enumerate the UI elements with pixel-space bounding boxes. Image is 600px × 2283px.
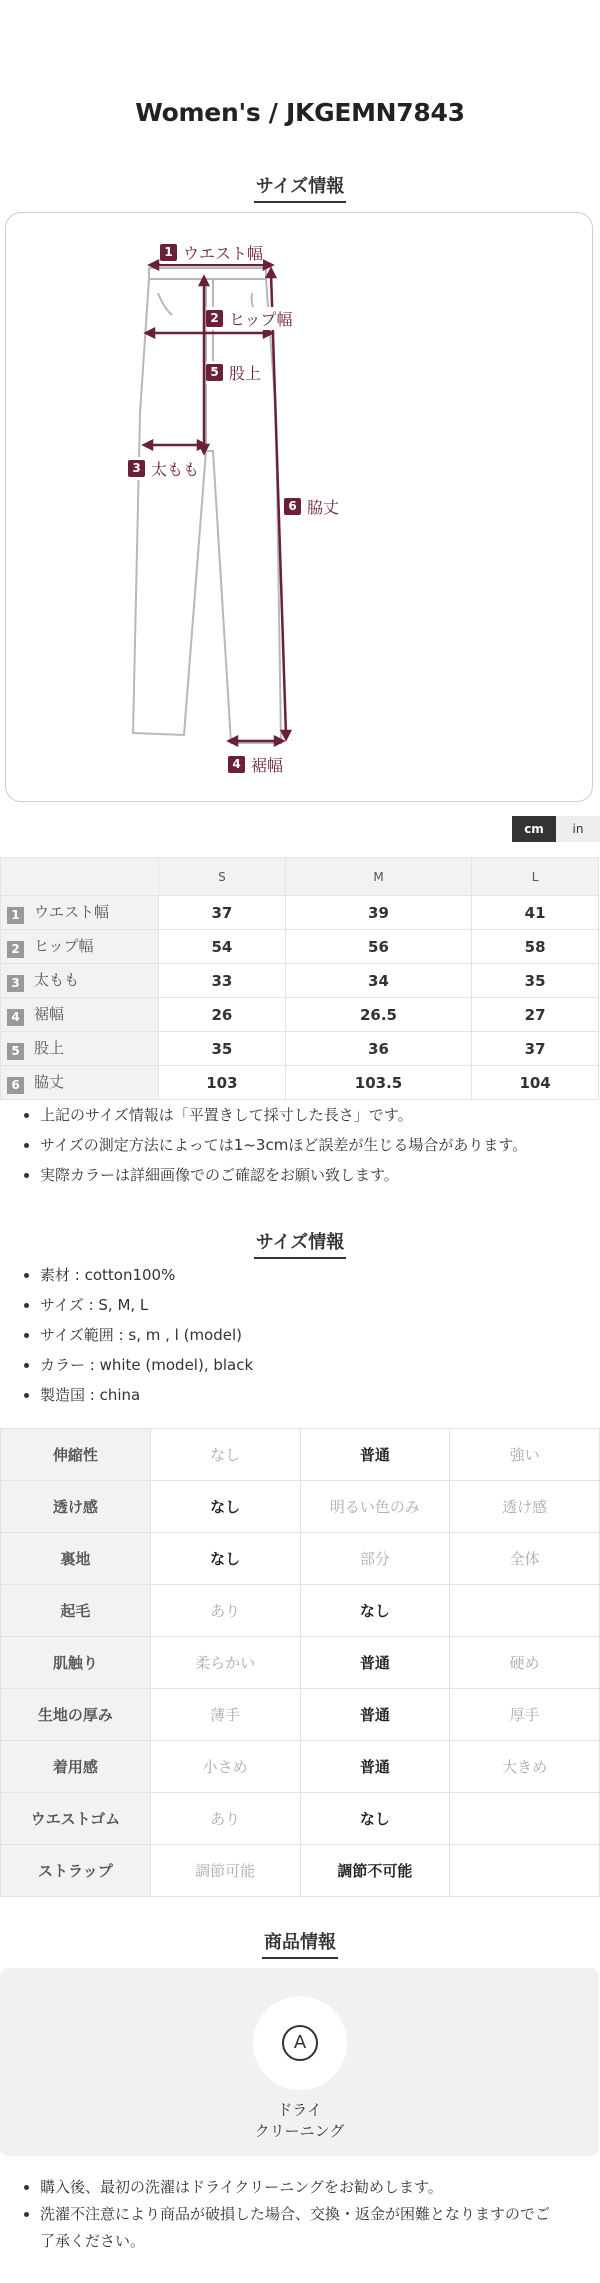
unit-cm-button[interactable]: cm bbox=[512, 816, 556, 842]
size-diagram bbox=[5, 212, 593, 802]
attribute-option: なし bbox=[150, 1429, 300, 1481]
attribute-option: 普通 bbox=[300, 1637, 450, 1689]
table-cell: 41 bbox=[472, 896, 599, 930]
table-row bbox=[1, 1637, 600, 1689]
size-table bbox=[0, 857, 599, 1100]
attribute-label: 生地の厚み bbox=[1, 1689, 151, 1741]
table-row bbox=[1, 930, 599, 964]
attribute-option: 明るい色のみ bbox=[300, 1481, 450, 1533]
table-cell: 27 bbox=[472, 998, 599, 1032]
table-cell: 103 bbox=[159, 1066, 286, 1100]
diagram-label-hip: 2 ヒップ幅 bbox=[206, 307, 293, 330]
attribute-option: 硬め bbox=[450, 1637, 600, 1689]
diagram-label-waist: 1 ウエスト幅 bbox=[160, 241, 263, 264]
spec-list bbox=[0, 1260, 253, 1410]
list-item: • 購入後、最初の洗濯はドライクリーニングをお勧めします。 bbox=[40, 2174, 560, 2201]
unit-in-button[interactable]: in bbox=[556, 816, 600, 842]
attribute-option bbox=[450, 1845, 600, 1897]
care-notes bbox=[0, 2174, 560, 2255]
attribute-option: なし bbox=[300, 1793, 450, 1845]
table-cell: 35 bbox=[159, 1032, 286, 1066]
table-cell: 26 bbox=[159, 998, 286, 1032]
table-cell: 39 bbox=[285, 896, 471, 930]
list-item: • 製造国 : china bbox=[40, 1380, 253, 1410]
attribute-option: 全体 bbox=[450, 1533, 600, 1585]
table-row bbox=[1, 1585, 600, 1637]
row-label: 2 ヒップ幅 bbox=[1, 930, 159, 964]
spec-heading: サイズ情報 bbox=[0, 1228, 600, 1254]
table-row bbox=[1, 1429, 600, 1481]
attribute-option: 調節不可能 bbox=[300, 1845, 450, 1897]
table-cell: 33 bbox=[159, 964, 286, 998]
table-cell: 35 bbox=[472, 964, 599, 998]
table-cell: 58 bbox=[472, 930, 599, 964]
size-table-header bbox=[1, 858, 599, 896]
diagram-label-hem: 4 裾幅 bbox=[228, 753, 283, 776]
row-label: 4 裾幅 bbox=[1, 998, 159, 1032]
attribute-option: 調節可能 bbox=[150, 1845, 300, 1897]
attribute-option: 部分 bbox=[300, 1533, 450, 1585]
row-label: 5 股上 bbox=[1, 1032, 159, 1066]
table-row bbox=[1, 964, 599, 998]
list-item: • サイズ : S, M, L bbox=[40, 1290, 253, 1320]
attribute-option bbox=[450, 1585, 600, 1637]
list-item: • 洗濯不注意により商品が破損した場合、交換・返金が困難となりますのでご了承ください。 bbox=[40, 2201, 560, 2255]
attribute-option: なし bbox=[150, 1533, 300, 1585]
table-row bbox=[1, 896, 599, 930]
size-table-corner bbox=[1, 858, 159, 896]
table-cell: 37 bbox=[472, 1032, 599, 1066]
table-row bbox=[1, 1793, 600, 1845]
attribute-option: あり bbox=[150, 1585, 300, 1637]
attribute-option: 透け感 bbox=[450, 1481, 600, 1533]
attribute-option: 柔らかい bbox=[150, 1637, 300, 1689]
size-column-m: M bbox=[285, 858, 471, 896]
row-label: 1 ウエスト幅 bbox=[1, 896, 159, 930]
dry-clean-icon: A bbox=[282, 2025, 318, 2061]
attribute-option: 大きめ bbox=[450, 1741, 600, 1793]
attribute-option: なし bbox=[300, 1585, 450, 1637]
size-column-l: L bbox=[472, 858, 599, 896]
attribute-label: 透け感 bbox=[1, 1481, 151, 1533]
list-item: • サイズの測定方法によっては1~3cmほど誤差が生じる場合があります。 bbox=[40, 1130, 527, 1160]
table-cell: 104 bbox=[472, 1066, 599, 1100]
table-cell: 56 bbox=[285, 930, 471, 964]
attribute-label: 伸縮性 bbox=[1, 1429, 151, 1481]
row-label: 3 太もも bbox=[1, 964, 159, 998]
list-item: • 実際カラーは詳細画像でのご確認をお願い致します。 bbox=[40, 1160, 527, 1190]
attribute-option: 強い bbox=[450, 1429, 600, 1481]
table-row bbox=[1, 1032, 599, 1066]
table-row bbox=[1, 1741, 600, 1793]
size-notes bbox=[0, 1100, 527, 1190]
list-item: • サイズ範囲 : s, m , l (model) bbox=[40, 1320, 253, 1350]
attribute-label: 起毛 bbox=[1, 1585, 151, 1637]
table-row bbox=[1, 1845, 600, 1897]
attribute-option: 薄手 bbox=[150, 1689, 300, 1741]
row-label: 6 脇丈 bbox=[1, 1066, 159, 1100]
table-row bbox=[1, 1689, 600, 1741]
list-item: • 上記のサイズ情報は「平置きして採寸した長さ」です。 bbox=[40, 1100, 527, 1130]
attribute-label: 裏地 bbox=[1, 1533, 151, 1585]
attribute-option: 小さめ bbox=[150, 1741, 300, 1793]
attribute-label: ウエストゴム bbox=[1, 1793, 151, 1845]
table-row bbox=[1, 998, 599, 1032]
table-row bbox=[1, 1481, 600, 1533]
table-cell: 36 bbox=[285, 1032, 471, 1066]
diagram-label-rise: 5 股上 bbox=[206, 361, 261, 384]
care-label: ドライ クリーニング bbox=[254, 2101, 345, 2140]
list-item: • 素材 : cotton100% bbox=[40, 1260, 253, 1290]
attribute-label: 着用感 bbox=[1, 1741, 151, 1793]
attribute-label: ストラップ bbox=[1, 1845, 151, 1897]
attribute-option: 普通 bbox=[300, 1741, 450, 1793]
table-cell: 103.5 bbox=[285, 1066, 471, 1100]
table-cell: 34 bbox=[285, 964, 471, 998]
size-info-heading: サイズ情報 bbox=[0, 172, 600, 198]
attribute-table bbox=[0, 1428, 600, 1897]
attribute-option: なし bbox=[150, 1481, 300, 1533]
size-column-s: S bbox=[159, 858, 286, 896]
care-panel bbox=[0, 1968, 599, 2156]
table-row bbox=[1, 1066, 599, 1100]
attribute-option: 普通 bbox=[300, 1429, 450, 1481]
attribute-option bbox=[450, 1793, 600, 1845]
diagram-label-thigh: 3 太もも bbox=[128, 457, 199, 480]
attribute-option: 普通 bbox=[300, 1689, 450, 1741]
list-item: • カラー : white (model), black bbox=[40, 1350, 253, 1380]
unit-toggle bbox=[512, 816, 600, 842]
attribute-option: 厚手 bbox=[450, 1689, 600, 1741]
product-info-heading: 商品情報 bbox=[0, 1928, 600, 1954]
diagram-label-outseam: 6 脇丈 bbox=[284, 495, 339, 518]
page-title: Women's / JKGEMN7843 bbox=[135, 98, 465, 127]
table-cell: 26.5 bbox=[285, 998, 471, 1032]
attribute-label: 肌触り bbox=[1, 1637, 151, 1689]
attribute-option: あり bbox=[150, 1793, 300, 1845]
table-cell: 54 bbox=[159, 930, 286, 964]
care-icon-circle bbox=[253, 1996, 347, 2090]
table-cell: 37 bbox=[159, 896, 286, 930]
table-row bbox=[1, 1533, 600, 1585]
